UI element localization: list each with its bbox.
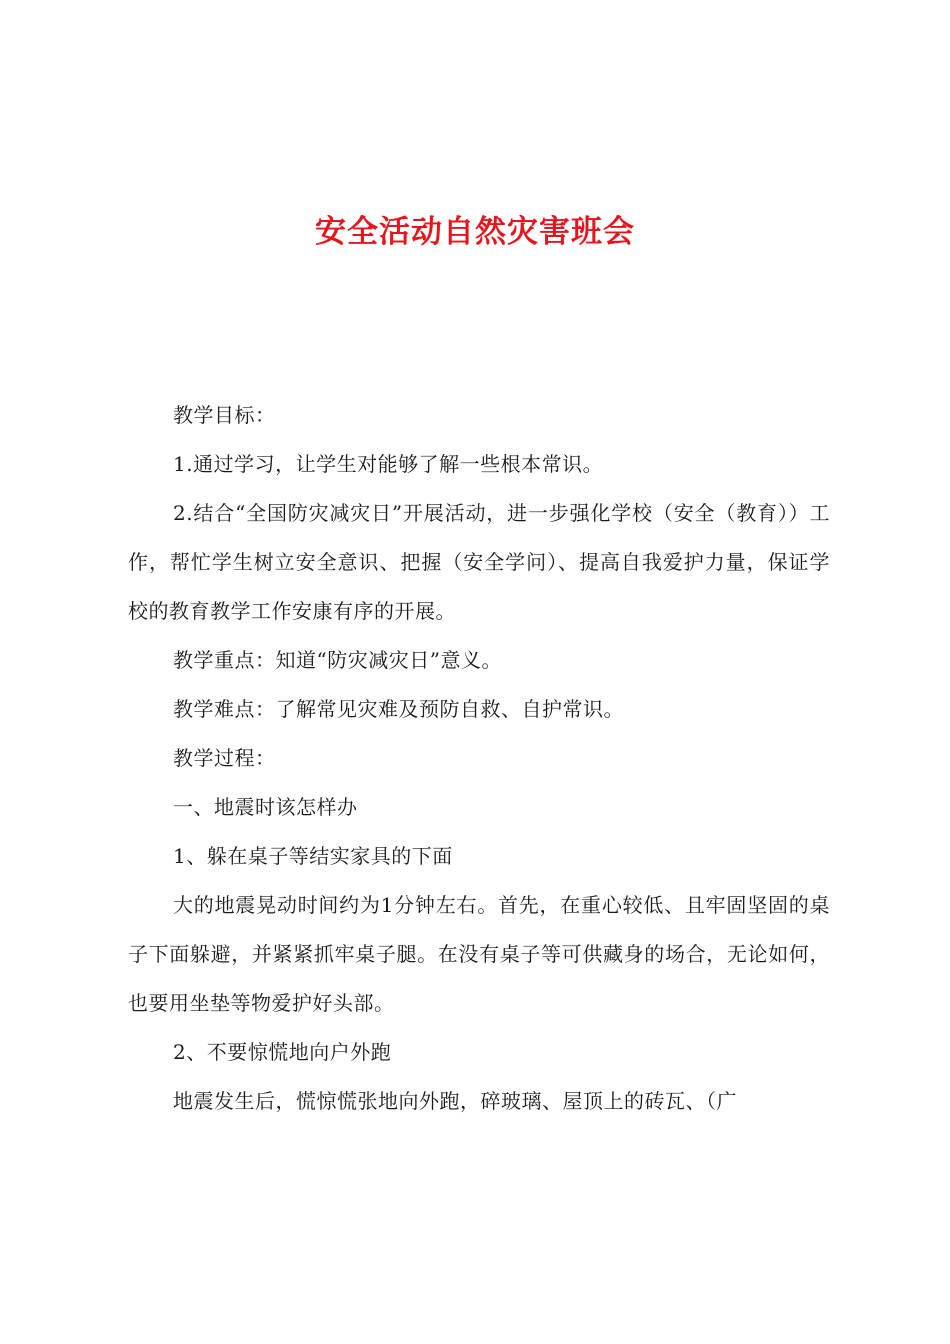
paragraph-item-dont-run-outside: 2、不要惊慌地向户外跑 bbox=[173, 1040, 392, 1064]
paragraph-goal-2: 2.结合“全国防灾减灾日”开展活动，进一步强化学校（安全（教育））工作，帮忙学生树立安全意识、把握（安全学问）、提高自我爱护力量，保证学校的教育教学工作安康有序的开展。 bbox=[128, 501, 830, 623]
paragraph-difficult-point: 教学难点：了解常见灾难及预防自救、自护常识。 bbox=[173, 697, 624, 721]
paragraph-process-heading: 教学过程： bbox=[173, 746, 276, 770]
paragraph-section-earthquake: 一、地震时该怎样办 bbox=[173, 795, 358, 819]
paragraph-dont-run-outside-detail: 地震发生后，慌惊慌张地向外跑，碎玻璃、屋顶上的砖瓦、（广 bbox=[173, 1089, 737, 1113]
paragraph-key-point: 教学重点：知道“防灾减灾日”意义。 bbox=[173, 648, 502, 672]
paragraph-teaching-goals-heading: 教学目标： bbox=[173, 403, 276, 427]
document-body bbox=[128, 391, 830, 1126]
paragraph-item-hide-under-table: 1、躲在桌子等结实家具的下面 bbox=[173, 844, 453, 868]
document-title: 安全活动自然灾害班会 bbox=[315, 214, 635, 250]
paragraph-goal-1: 1.通过学习，让学生对能够了解一些根本常识。 bbox=[173, 452, 604, 476]
paragraph-hide-under-table-detail: 大的地震晃动时间约为1分钟左右。首先，在重心较低、且牢固坚固的桌子下面躲避，并紧紧抓牢桌子腿。在没有桌子等可供藏身的场合，无论如何，也要用坐垫等物爱护好头部。 bbox=[128, 893, 830, 1015]
